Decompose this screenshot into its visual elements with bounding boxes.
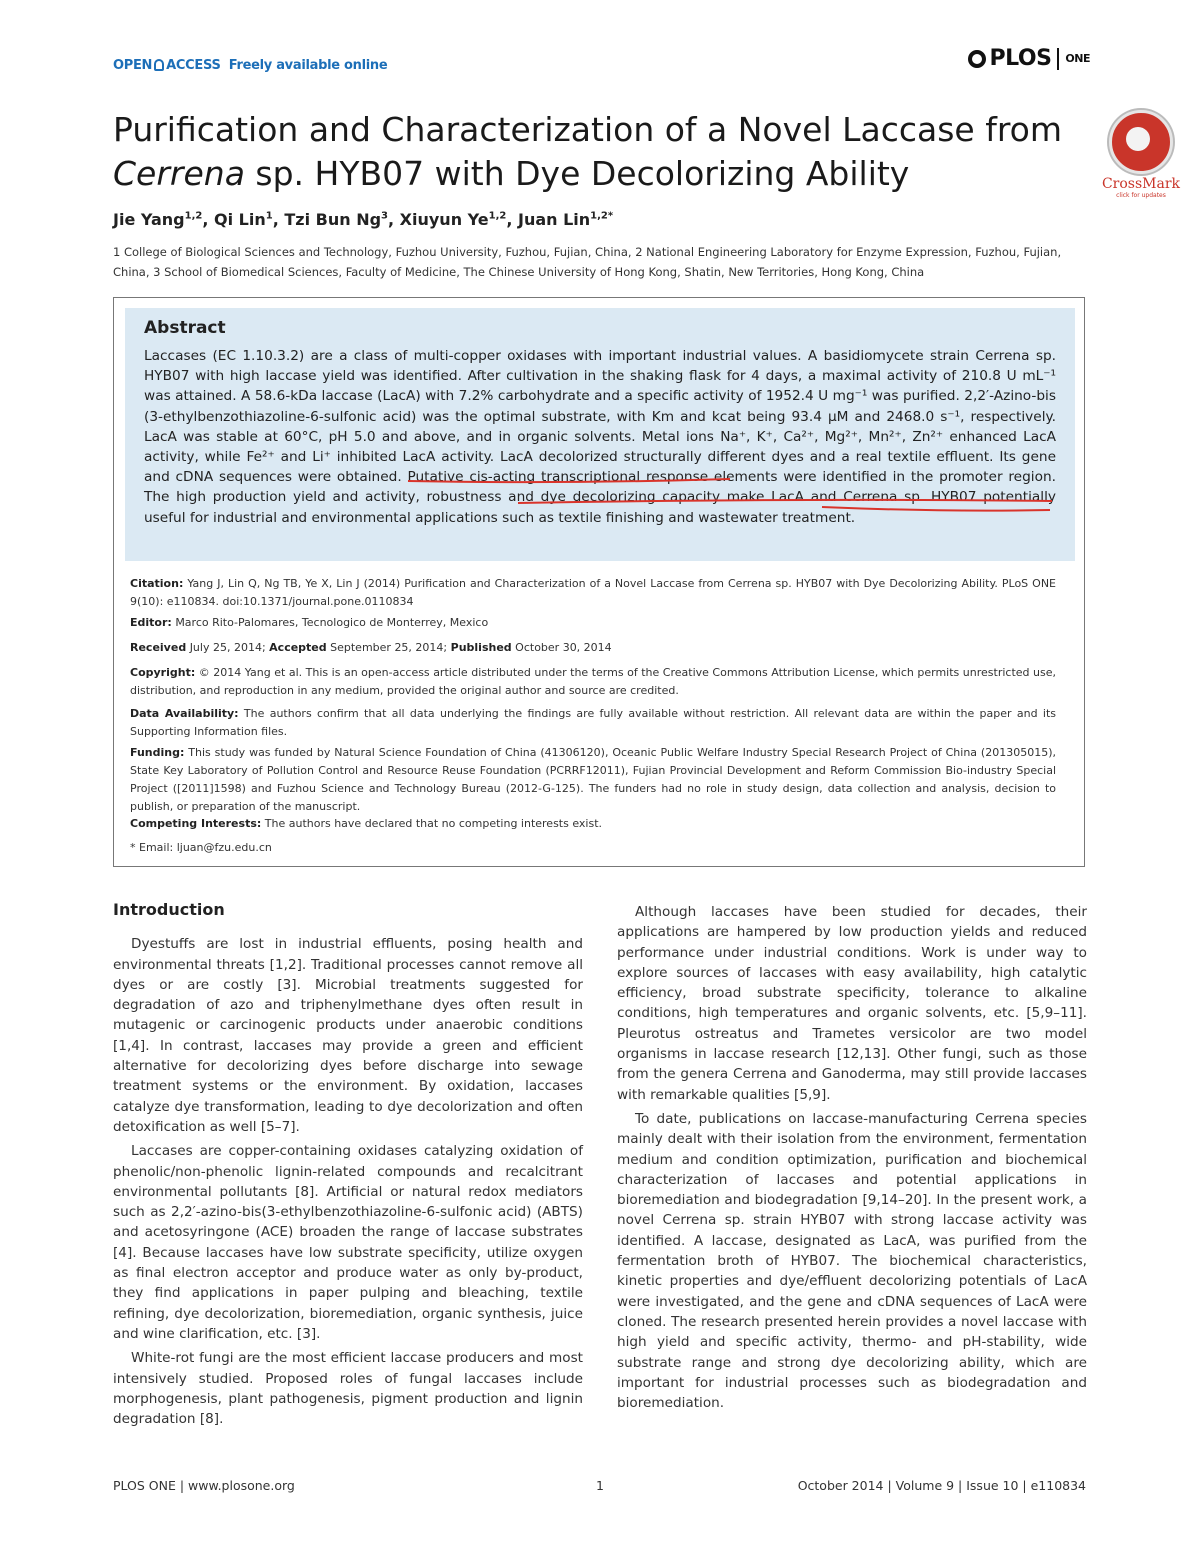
abstract-text: Laccases (EC 1.10.3.2) are a class of multi-copper oxidases with important industrial values. A basidiomycete strain Cerrena sp. HYB07 with high laccase yield was identified. After cultivation in the shaking flask for 4 days, a maximal activity of 210.8 U mL⁻¹ was attained. A 58.6-kDa laccase (LacA) with 7.2% carbohydrate and a specific activity of 1952.4 U mg⁻¹ was purified. 2,2′-Azino-bis (3-ethylbenzothiazoline-6-sulfonic acid) was the optimal substrate, with Km and kcat being 93.4 μM and 2468.0 s⁻¹, respectively. LacA was stable at 60°C, pH 5.0 and above, and in organic solvents. Metal ions Na⁺, K⁺, Ca²⁺, Mg²⁺, Mn²⁺, Zn²⁺ enhanced LacA activity, while Fe²⁺ and Li⁺ inhibited LacA activity. LacA decolorized structurally different dyes and a real textile effluent. Its gene and cDNA sequences were obtained. Putative cis-acting transcriptional response elements were identified in the promoter region. The high production yield and activity, robustness and dye decolorizing capacity make LacA and Cerrena sp. HYB07 potentially useful for industrial and environmental applications such as textile finishing and wastewater treatment. [144,348,1056,526]
accepted-label: Accepted [269,641,327,654]
editor-label: Editor: [130,616,172,629]
abstract-box [125,308,1075,561]
data-availability-text: The authors confirm that all data underlying the findings are fully available without restriction. All relevant data are within the paper and its Supporting Information files. [130,707,1056,738]
logo-divider [1057,48,1059,70]
journal-logo [968,46,1090,71]
funding-label: Funding: [130,746,185,759]
crossmark-sub: click for updates [1116,192,1166,199]
crossmark-badge[interactable] [1098,110,1184,199]
plos-logo-icon [968,50,986,68]
author-name: Qi Lin [214,210,266,229]
author-list: Jie Yang$^{1,2}$, Qi Lin$^1$, Tzi Bun Ng$^3$, Xiuyun Ye$^{1,2}$, Juan Lin$^{1,2*}$ [113,210,614,229]
citation-label: Citation: [130,577,184,590]
competing-text: The authors have declared that no competing interests exist. [264,817,603,830]
citation [130,575,1056,611]
access-label: ACCESS [166,58,221,73]
funding [130,744,1056,816]
right-column [617,902,1087,1417]
author-sup: 1,2 [488,210,507,222]
published-date: October 30, 2014 [515,641,612,654]
footer-journal: PLOS ONE | www.plosone.org [113,1478,295,1493]
title-line-1: Purification and Characterization of a Novel Laccase from [113,110,1063,149]
paragraph: To date, publications on laccase-manufacturing Cerrena species mainly dealt with their isolation from the environment, fermentation medium and condition optimization, purification and biochemical characterization of laccases and potential applications in bioremediation and biodegradation [9,14–20]. In the present work, a novel Cerrena sp. strain HYB07 with strong laccase activity was identified. A laccase, designated as LacA, was purified from the fermentation broth of HYB07. The biochemical characteristics, kinetic properties and dye/effluent decolorizing potentials of LacA were investigated, and the gene and cDNA sequences of LacA were cloned. The research presented herein provides a novel laccase with high yield and specific activity, thermo- and pH-stability, wide substrate range and strong dye decolorizing ability, which are important for industrial processes such as biodegradation and bioremediation. [617,1110,1087,1412]
author-name: Xiuyun Ye [399,210,489,229]
data-availability [130,705,1056,741]
citation-text: Yang J, Lin Q, Ng TB, Ye X, Lin J (2014) Purification and Characterization of a Novel Laccase from Cerrena sp. HYB07 with Dye Decolorizing Ability. PLoS ONE 9(10): e110834. doi:10.1371/journal.pone.0110834 [130,577,1056,608]
editor-text: Marco Rito-Palomares, Tecnologico de Monterrey, Mexico [175,616,489,629]
journal-name: PLOS [989,46,1052,71]
affiliations: 1 College of Biological Sciences and Technology, Fuzhou University, Fuzhou, Fujian, China, 2 National Engineering Laboratory for Enzyme Expression, Fuzhou, Fujian, China, 3 School of Biomedical Sciences, Faculty of Medicine, The Chinese University of Hong Kong, Shatin, New Territories, Hong Kong, China [113,245,1062,279]
paragraph: White-rot fungi are the most efficient laccase producers and most intensively studied. Proposed roles of fungal laccases include morphogenesis, plant pathogenesis, pigment production and lignin degradation [8]. [113,1350,583,1428]
author-sup: 1,2 [184,210,203,222]
left-column [113,900,583,1433]
editor [130,614,1056,632]
open-access-banner [113,58,387,73]
competing-interests [130,815,1056,833]
page-number: 1 [596,1478,604,1493]
competing-label: Competing Interests: [130,817,262,830]
author-sup: 1,2* [590,210,614,222]
paragraph: Dyestuffs are lost in industrial effluents, posing health and environmental threats [1,2]. Traditional processes cannot remove all dyes or are costly [3]. Microbial treatments suggested for degradation of azo and triphenylmethane dyes often result in mutagenic or carcinogenic products under anaerobic conditions [1,4]. In contrast, laccases may provide a green and efficient alternative for decolorizing dyes before discharge into sewage treatment systems or the environment. By oxidation, laccases catalyze dye transformation, leading to dye decolorization and often detoxification as well [5–7]. [113,936,583,1135]
copyright-text: © 2014 Yang et al. This is an open-access article distributed under the terms of the Creative Commons Attribution License, which permits unrestricted use, distribution, and reproduction in any medium, provided the original author and source are credited. [130,666,1056,697]
abstract-heading: Abstract [144,318,226,338]
author-name: Tzi Bun Ng [284,210,382,229]
author-name: Jie Yang [113,210,185,229]
paragraph: Although laccases have been studied for decades, their applications are hampered by low production yields and reduced performance under industrial conditions. Work is under way to explore sources of laccases with easy availability, high catalytic efficiency, broad substrate specificity, tolerance to alkaline conditions, high temperatures and organic solvents, etc. [5,9–11]. Pleurotus ostreatus and Trametes versicolor are two model organisms in laccase research [12,13]. Other fungi, such as those from the genera Cerrena and Ganoderma, may still provide laccases with remarkable qualities [5,9]. [617,904,1087,1103]
received-date: July 25, 2014; [189,641,266,654]
copyright [130,664,1056,700]
accepted-date: September 25, 2014; [330,641,448,654]
author-sup: 3 [381,210,388,222]
author-sup: 1 [265,210,273,222]
journal-sub: ONE [1065,52,1090,65]
article-title [113,108,1103,196]
author-name: Juan Lin [518,210,591,229]
received-label: Received [130,641,187,654]
dates [130,639,1056,657]
open-lock-icon [154,59,164,71]
copyright-label: Copyright: [130,666,196,679]
footer-issue: October 2014 | Volume 9 | Issue 10 | e110834 [797,1478,1086,1493]
published-label: Published [450,641,512,654]
introduction-heading: Introduction [113,900,225,919]
title-line-2: sp. HYB07 with Dye Decolorizing Ability [244,154,910,193]
title-genus: Cerrena [113,154,245,193]
funding-text: This study was funded by Natural Science Foundation of China (41306120), Oceanic Public Welfare Industry Special Research Project of China (201305015), State Key Laboratory of Pollution Control and Resource Reuse Foundation (PCRRF12011), Fujian Provincial Development and Reform Commission Bio-industry Special Project ([2011]1598) and Fuzhou Science and Technology Bureau (2012-G-125). The funders had no role in study design, data collection and analysis, decision to publish, or preparation of the manuscript. [130,746,1056,813]
email: * Email: ljuan@fzu.edu.cn [130,841,272,854]
open-label: OPEN [113,58,153,73]
crossmark-label: CrossMark [1101,176,1181,192]
paragraph: Laccases are copper-containing oxidases catalyzing oxidation of phenolic/non-phenolic lignin-related compounds and recalcitrant environmental pollutants [8]. Artificial or natural redox mediators such as 2,2′-azino-bis(3-ethylbenzothiazoline-6-sulfonic acid) (ABTS) and acetosyringone (ACE) broaden the range of laccase substrates [4]. Because laccases have low substrate specificity, utilize oxygen as final electron acceptor and produce water as only by-product, they find applications in paper pulping and bleaching, textile refining, dye decolorization, bioremediation, organic synthesis, juice and wine clarification, etc. [3]. [113,1143,583,1342]
data-availability-label: Data Availability: [130,707,239,720]
crossmark-icon [1109,110,1173,174]
freely-available-label: Freely available online [228,58,388,73]
